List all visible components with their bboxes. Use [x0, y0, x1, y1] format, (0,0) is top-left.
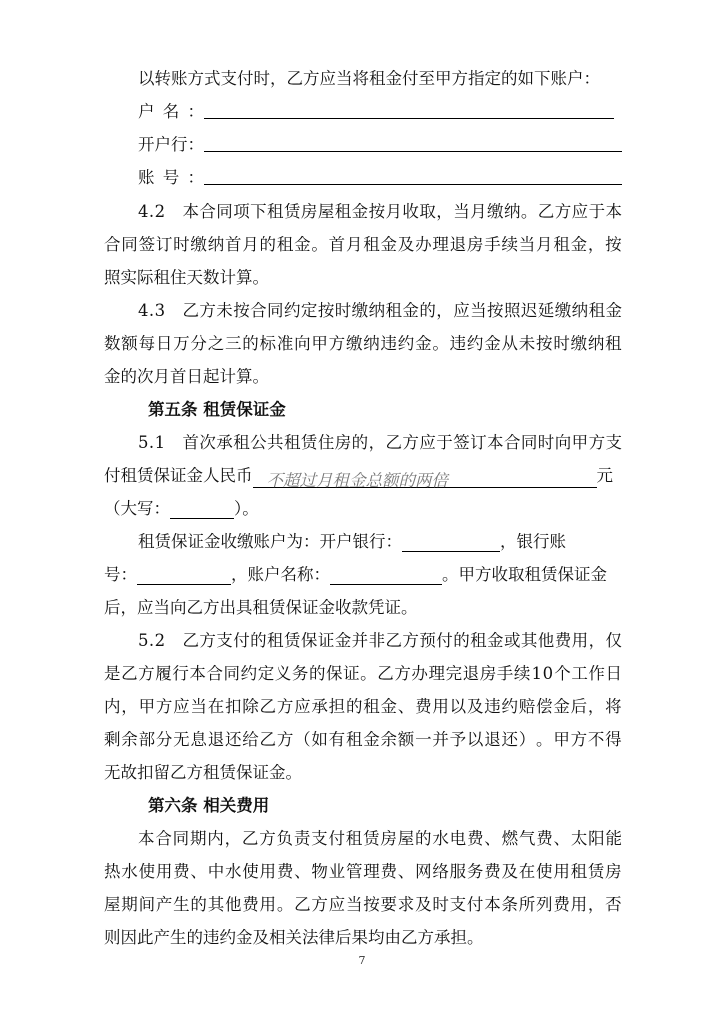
intro-text: 以转账方式支付时，乙方应当将租金付至甲方指定的如下账户：	[138, 69, 600, 88]
account-number-field[interactable]	[204, 167, 622, 185]
clause-5-2-line2: 是 乙 方 履 行 本 合 同 约 定 义 务 的 保 证 。 乙 方 办 理 完 退 房 手 续 1 0 个 工 作 日	[104, 664, 622, 683]
clause-4-3-line1: 4 . 3 乙 方 未 按 合 同 约 定 按 时 缴 纳 租 金 的 ， 应 当 按 照 迟 延 缴 纳 租 金	[138, 301, 622, 320]
deposit-account-name-field[interactable]	[330, 566, 442, 585]
article-5-heading: 第五条 租赁保证金	[148, 400, 286, 419]
clause-4-2-line2: 合 同 签 订 时 缴 纳 首 月 的 租 金 。 首 月 租 金 及 办 理 退 房 手 续 当 月 租 金 ， 按	[104, 235, 622, 254]
clause-4-2-line3: 照实际租住天数计算。	[104, 268, 269, 287]
deposit-label: 付租赁保证金人民币	[104, 466, 253, 485]
article-6-heading: 第六条 相关费用	[148, 796, 270, 815]
deposit-account-line3: 后，应当向乙方出具租赁保证金收款凭证。	[104, 598, 418, 617]
page-number: 7	[358, 954, 366, 967]
article-6-line4: 则因此产生的违约金及相关法律后果均由乙方承担。	[104, 928, 484, 947]
capital-amount-field[interactable]	[170, 500, 234, 519]
bank-label: 开 户 行 ：	[138, 135, 204, 154]
deposit-amount-field[interactable]	[253, 469, 597, 488]
clause-5-2-line5: 无故扣留乙方租赁保证金。	[104, 763, 302, 782]
account-number-row	[138, 166, 622, 190]
deposit-account-no-label: ，银行账	[500, 532, 566, 551]
capital-amount-close: ）。	[234, 499, 259, 518]
clause-5-1-line3	[104, 497, 259, 521]
article-6-line3: 屋 期 间 产 生 的 其 他 费 用 。 乙 方 应 当 按 要 求 及 时 支 付 本 条 所 列 费 用 ， 否	[104, 895, 622, 914]
account-name-field[interactable]	[204, 101, 614, 119]
clause-4-3-line3: 金的次月首日起计算。	[104, 367, 269, 386]
deposit-account-line1	[138, 530, 622, 554]
capital-amount-label: （大写：	[104, 499, 170, 518]
deposit-account-line2	[104, 563, 622, 587]
deposit-account-name-label: ，账户名称：	[231, 565, 330, 584]
account-number-label: 账 号 ：	[138, 168, 204, 187]
clause-4-3-line2: 数 额 每 日 万 分 之 三 的 标 准 向 甲 方 缴 纳 违 约 金 。 违 约 金 从 未 按 时 缴 纳 租	[104, 334, 622, 353]
deposit-account-line2-suffix: 。甲方收取租赁保证金	[442, 565, 607, 584]
clause-5-2-line1: 5 . 2 乙 方 支 付 的 租 赁 保 证 金 并 非 乙 方 预 付 的 租 金 或 其 他 费 用 ， 仅	[138, 631, 622, 650]
deposit-bank-field[interactable]	[402, 533, 500, 552]
account-no-prefix: 号：	[104, 565, 137, 584]
clause-5-2-line3: 内 ， 甲 方 应 当 在 扣 除 乙 方 应 承 担 的 租 金 、 费 用 以 及 违 约 赔 偿 金 后 ， 将	[104, 697, 622, 716]
deposit-unit: 元	[596, 466, 613, 485]
clause-5-1-line2	[104, 464, 622, 488]
account-name-label: 户 名 ：	[138, 102, 204, 121]
deposit-bank-label: 租赁保证金收缴账户为：开户银行：	[138, 532, 402, 551]
clause-5-1-line1: 5 . 1 首 次 承 租 公 共 租 赁 住 房 的 ， 乙 方 应 于 签 订 本 合 同 时 向 甲 方 支	[138, 433, 622, 452]
deposit-account-no-field[interactable]	[137, 566, 231, 585]
article-6-line2: 热 水 使 用 费 、 中 水 使 用 费 、 物 业 管 理 费 、 网 络 服 务 费 及 在 使 用 租 赁 房	[104, 862, 622, 881]
account-name-row	[138, 100, 614, 124]
clause-5-2-line4: 剩 余 部 分 无 息 退 还 给 乙 方 （ 如 有 租 金 余 额 一 并 予 以 退 还 ） 。 甲 方 不 得	[104, 730, 622, 749]
deposit-hint: 不超过月租金总额的两倍	[266, 471, 448, 490]
bank-row	[138, 133, 622, 157]
article-6-line1: 本 合 同 期 内 ， 乙 方 负 责 支 付 租 赁 房 屋 的 水 电 费 、 燃 气 费 、 太 阳 能	[138, 829, 622, 848]
bank-field[interactable]	[204, 134, 622, 152]
clause-4-2-line1: 4 . 2 本 合 同 项 下 租 赁 房 屋 租 金 按 月 收 取 ， 当 月 缴 纳 。 乙 方 应 于 本	[138, 202, 622, 221]
